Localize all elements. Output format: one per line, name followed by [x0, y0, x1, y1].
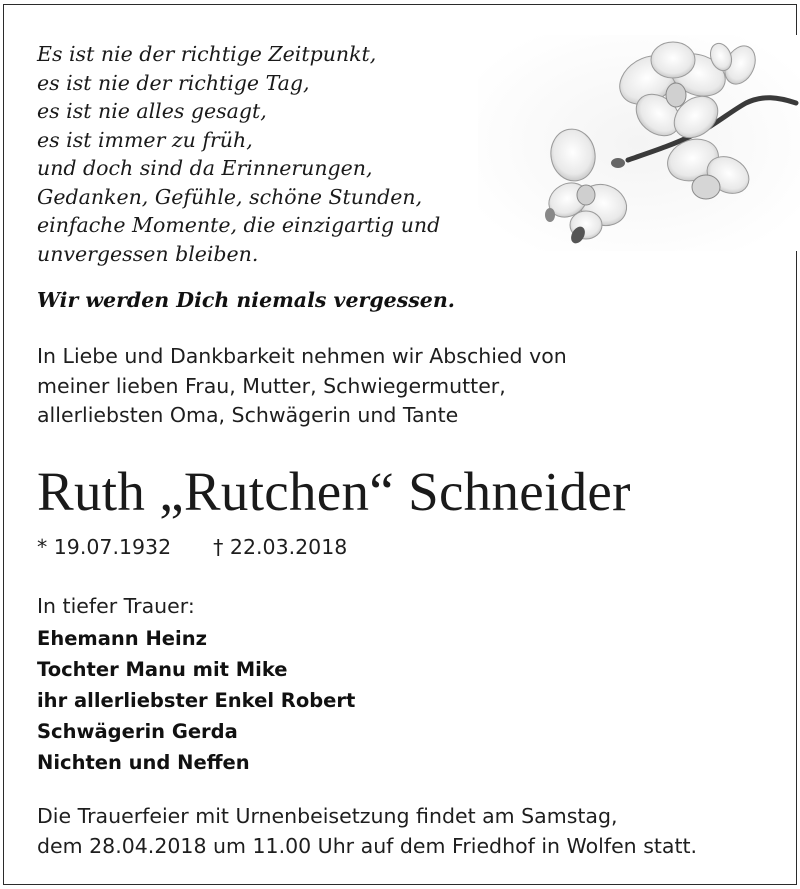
intro-line: allerliebsten Oma, Schwägerin und Tante: [37, 403, 459, 427]
mourners-list: [37, 623, 637, 778]
life-dates: [37, 535, 637, 559]
motto-text: Wir werden Dich niemals vergessen.: [37, 288, 455, 312]
intro-line: meiner lieben Frau, Mutter, Schwiegermutter,: [37, 373, 506, 398]
poem-line: es ist immer zu früh,: [37, 127, 253, 152]
poem-line: und doch sind da Erinnerungen,: [37, 156, 373, 180]
poem-line: unvergessen bleiben.: [37, 241, 259, 266]
funeral-line: Die Trauerfeier mit Urnenbeisetzung findet am Samstag,: [37, 804, 618, 828]
intro-text: [37, 342, 757, 431]
obituary-frame: [3, 4, 797, 885]
mourners-label: In tiefer Trauer:: [37, 594, 195, 618]
funeral-line: dem 28.04.2018 um 11.00 Uhr auf dem Friedhof in Wolfen statt.: [37, 833, 698, 858]
poem-line: einfache Momente, die einzigartig und: [37, 213, 441, 237]
mourner-name: Nichten und Neffen: [37, 751, 250, 774]
poem-line: es ist nie der richtige Tag,: [37, 70, 310, 95]
funeral-notice: [37, 802, 777, 861]
poem-line: Es ist nie der richtige Zeitpunkt,: [37, 42, 377, 66]
deceased-name: Ruth „Rutchen“ Schneider: [37, 461, 631, 522]
poem-line: es ist nie alles gesagt,: [37, 99, 267, 123]
mourner-name: Tochter Manu mit Mike: [37, 658, 288, 681]
poem: [37, 40, 507, 268]
mourner-name: Ehemann Heinz: [37, 627, 207, 650]
poem-line: Gedanken, Gefühle, schöne Stunden,: [37, 184, 423, 209]
death-date: † 22.03.2018: [213, 535, 348, 559]
mourner-name: ihr allerliebster Enkel Robert: [37, 689, 356, 712]
birth-date: * 19.07.1932: [37, 535, 172, 559]
orchid-flower-image: [478, 35, 800, 251]
intro-line: In Liebe und Dankbarkeit nehmen wir Abschied von: [37, 344, 567, 368]
mourner-name: Schwägerin Gerda: [37, 720, 238, 743]
